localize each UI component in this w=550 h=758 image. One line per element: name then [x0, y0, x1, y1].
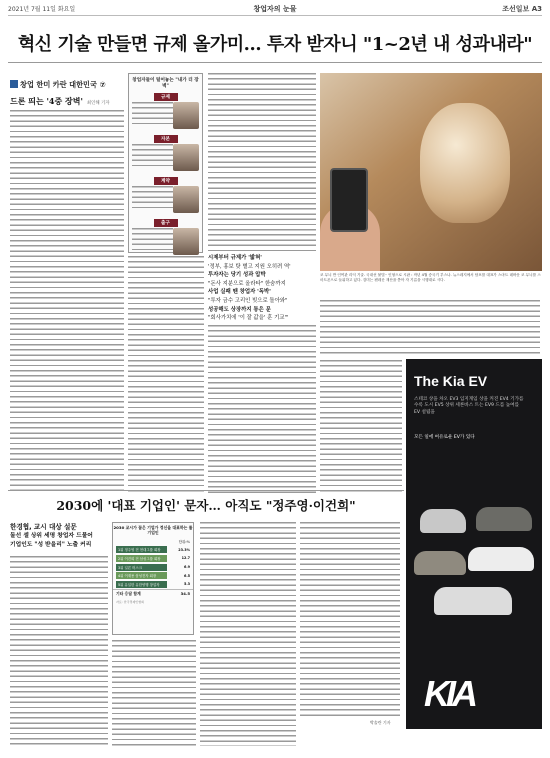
car-image: [434, 587, 512, 615]
series-tag-icon: [10, 80, 18, 88]
sidebar-quotes-box: [128, 73, 203, 253]
divider: [8, 62, 542, 63]
article-body-col2-top: [208, 73, 316, 251]
kia-logo: KIA: [424, 673, 474, 714]
series-tag: 창업 한미 카란 대한민국 ⑦: [10, 80, 180, 90]
ad-copy: 스테코 상을 차오 EV3 입지게임 상을 커진 EV4 기가를 수록 도시 EV5 상위 세론바스 트는 EV9 드를 높여를 EV 설립을: [414, 397, 524, 415]
sidebox-title: 창업자들이 털어놓는 "내가 더 장벽": [132, 78, 199, 89]
main-headline: 혁신 기술 만들면 규제 올가미… 투자 받자니 "1~2년 내 성과내라": [17, 34, 533, 55]
kia-advertisement[interactable]: [406, 359, 542, 729]
quote-item: [129, 144, 202, 174]
sidebox-tag-capital: 자본: [154, 135, 178, 143]
car-image: [414, 551, 466, 575]
article-body-col3: [320, 300, 540, 356]
article-body-bottom-col4: [300, 522, 400, 716]
table-row: 5위 유일한 유한양행 창업자 5.3: [118, 582, 190, 587]
table-header: 단위:%: [178, 539, 190, 544]
smartphone-image: [330, 168, 368, 232]
portrait-image: [173, 144, 199, 171]
mid-subheads: 시제부터 규제가 '밟혀' '정부, 홍보 탓 별고 지원 오히려 역' 투자자는 당기 성과 압박 "돈사 지분으로 올라타" 한숨까지 사업 실패 땐 창업자 '독박' "투자 금수 고리인 빚으로 돌아와" 성공해도 상장까지 통은 문 "회사가치에 '이 잘 값을' 훈 기교'": [208, 255, 291, 322]
page-header: [8, 2, 542, 16]
ranking-table: [112, 522, 194, 635]
car-image: [476, 507, 532, 531]
article-body-bottom-col3: [200, 522, 296, 746]
divider: [8, 490, 404, 491]
article-body-bottom-col2: [112, 640, 196, 746]
left-subhead: 드론 띄는 '4중 장벽' 최인해 기자: [10, 96, 110, 106]
table-row: 3위 일론 머스크 6.9: [118, 565, 190, 570]
quote-item: [129, 102, 202, 132]
sidebox-tag-contract: 계약: [154, 177, 178, 185]
table-title: 2030 교시가 꼽은 기업가 정신을 대표하는 롤 기업인: [113, 525, 193, 535]
article-body-col1: [10, 110, 124, 493]
sidebox-tag-exit: 출구: [154, 219, 178, 227]
portrait-image: [173, 102, 199, 129]
table-row: 2위 이건희 전 삼성그룹 회장 12.7: [118, 556, 190, 561]
ad-brand-title: The Kia EV: [414, 373, 488, 389]
article-photo: [320, 73, 542, 271]
car-image: [420, 509, 466, 533]
article-body-col2: [208, 325, 316, 493]
ad-tagline: 모든 일에 여유로운 EV가 있다: [414, 435, 475, 440]
section-title: 창업자의 눈물: [253, 4, 297, 13]
dog-image: [420, 103, 510, 223]
photo-caption: 코 무늬 반 인여관 리익 기술. 국내선 불법·· 인형으로 시판 : 작년 4월 증국기 부스나. 뉴스데지에서 담포를 대표가 스마트 데바운 코 무늬를 스마트폰으로 들위하고 있다. 검미는 팬데곳 재산을 쏟아 자 기름을 시행대로 시다.: [320, 273, 541, 282]
quote-item: [129, 228, 202, 258]
second-subheads: 한경협, 교시 대상 설문 돌선 셀 상위 세명 창업자 드물어 기업인도 "성 받을리" 노출 커리: [10, 523, 93, 548]
article-body-bottom-col1: [10, 556, 108, 746]
second-headline: 2030에 '대표 기업인' 문자… 아직도 "정주영·이건희": [56, 498, 356, 513]
sidebox-tag-regulation: 규제: [154, 93, 178, 101]
article-body-col3b: [320, 360, 402, 493]
portrait-image: [173, 228, 199, 255]
quote-item: [129, 186, 202, 216]
portrait-image: [173, 186, 199, 213]
table-total: 기타 응답 합계 34.5: [113, 589, 193, 598]
car-image: [468, 547, 534, 571]
table-row: 4위 이재용 삼성전자 회장 6.5: [118, 573, 190, 579]
article-body-col1b: [128, 256, 204, 493]
table-row: 1위 정주영 전 현대그룹 회장 23.3%: [118, 547, 190, 553]
byline: 최인해 기자: [86, 101, 110, 106]
issue-date: 2021년 7월 11일 화요일: [8, 6, 76, 13]
byline-bottom: 박솔란 기자: [370, 720, 391, 725]
table-source: 자료: 한국경제인협회: [116, 599, 145, 604]
page-number: 조선일보 A3: [502, 4, 542, 13]
